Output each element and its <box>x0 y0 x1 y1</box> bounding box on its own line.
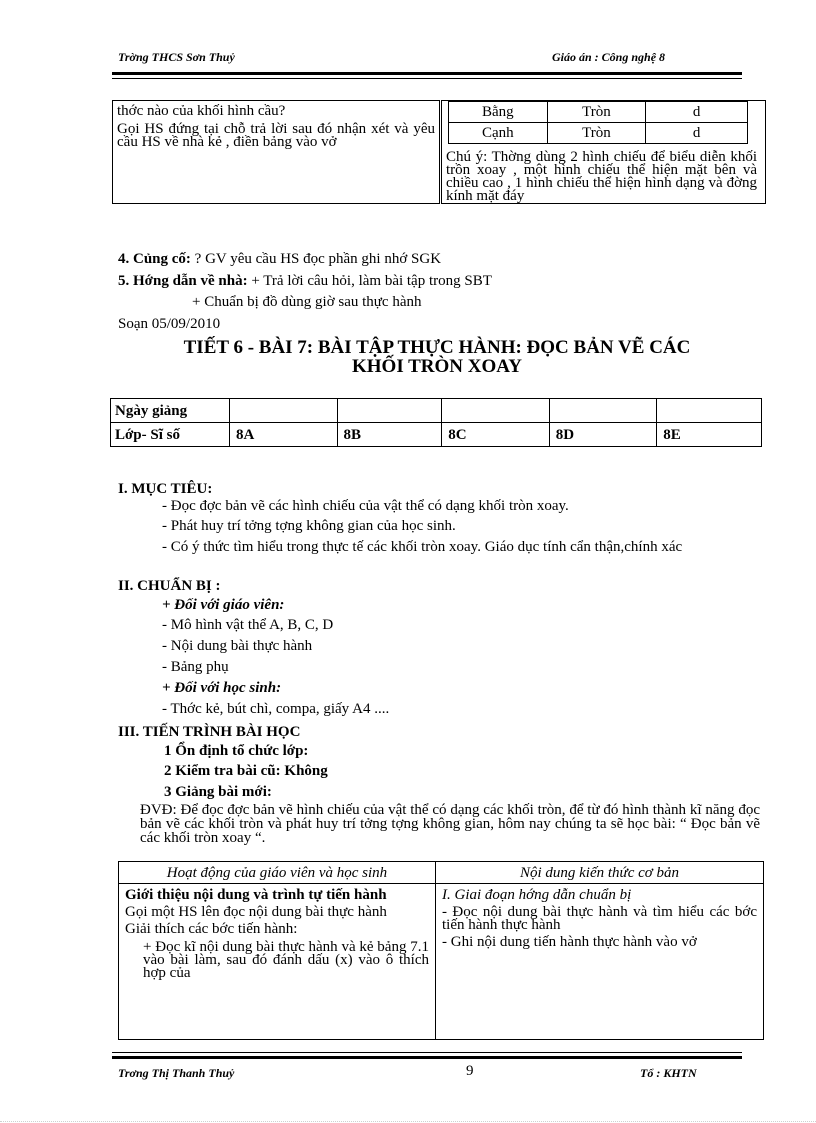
preparation-student-item: - Thớc kẻ, bút chì, compa, giấy A4 .... <box>162 701 390 717</box>
schedule-class-cell: 8B <box>337 423 442 447</box>
consolidation-label: 4. Củng cố: <box>118 251 191 267</box>
page-edge <box>0 1121 816 1122</box>
mini-table-cell: d <box>646 123 748 144</box>
top-left-cell <box>113 101 441 204</box>
homework-line1: + Trả lời câu hỏi, làm bài tập trong SBT <box>251 273 492 289</box>
homework-line <box>118 273 492 289</box>
procedure-step: 2 Kiểm tra bài cũ: Không <box>164 763 328 779</box>
procedure-step: 3 Giảng bài mới: <box>164 784 272 800</box>
mini-table-cell: Tròn <box>547 123 646 144</box>
schedule-date-label: Ngày giảng <box>111 399 230 423</box>
activity-table <box>118 861 764 1040</box>
schedule-date-cell <box>549 399 657 423</box>
preparation-teacher-label: + Đối với giáo viên: <box>162 597 285 613</box>
preparation-teacher-item: - Mô hình vật thể A, B, C, D <box>162 617 334 633</box>
schedule-date-cell <box>337 399 442 423</box>
footer-rule-thick <box>112 1056 742 1059</box>
mini-table <box>448 101 748 144</box>
objectives-heading: I. MỤC TIÊU: <box>118 481 213 497</box>
mini-table-cell: Tròn <box>547 102 646 123</box>
top-continuation-table <box>112 100 766 204</box>
schedule-class-cell: 8D <box>549 423 657 447</box>
activity-right-line: - Đọc nội dung bài thực hành và tìm hiểu các bớc tiến hành thực hành <box>442 904 757 933</box>
schedule-class-label: Lớp- Sĩ số <box>111 423 230 447</box>
activity-left-line: + Đọc kĩ nội dung bài thực hành và kẻ bảng 7.1 vào bài làm, sau đó đánh dấu (x) vào ô thích hợp của <box>143 939 429 981</box>
top-left-line: Gọi HS đứng tại chỗ trả lời sau đó nhận xét và yêu cầu HS về nhà kẻ , điền bảng vào vở <box>117 121 435 150</box>
footer-rule-thin <box>112 1052 742 1053</box>
activity-left-line: Gọi một HS lên đọc nội dung bài thực hành <box>125 904 387 920</box>
mini-table-cell: d <box>646 102 748 123</box>
activity-left-title: Giới thiệu nội dung và trình tự tiến hành <box>125 887 387 903</box>
objective-item: - Đọc đợc bản vẽ các hình chiếu của vật thể có dạng khối tròn xoay. <box>162 498 569 514</box>
top-right-cell <box>441 101 766 204</box>
homework-label: 5. Hớng dẫn về nhà: <box>118 273 248 289</box>
schedule-date-cell <box>442 399 550 423</box>
schedule-table <box>110 398 762 447</box>
mini-table-cell: Cạnh <box>449 123 548 144</box>
activity-col1-header: Hoạt động của giáo viên và học sinh <box>119 862 436 884</box>
lesson-title-line2: KHỐI TRÒN XOAY <box>352 356 522 377</box>
consolidation-line <box>118 251 441 267</box>
objective-item: - Phát huy trí tởng tợng không gian của học sinh. <box>162 518 456 534</box>
header-rule-thick <box>112 72 742 75</box>
schedule-date-cell <box>657 399 762 423</box>
homework-line2: + Chuẩn bị đồ dùng giờ sau thực hành <box>192 294 422 310</box>
header-rule-thin <box>112 78 742 79</box>
mini-table-row <box>449 123 748 144</box>
footer-department: Tổ : KHTN <box>640 1066 697 1080</box>
procedure-step: 1 Ổn định tổ chức lớp: <box>164 743 309 759</box>
mini-table-cell: Bằng <box>449 102 548 123</box>
preparation-teacher-item: - Nội dung bài thực hành <box>162 638 313 654</box>
mini-table-row <box>449 102 748 123</box>
schedule-class-cell: 8A <box>230 423 338 447</box>
procedure-intro: ĐVĐ: Để đọc đợc bản vẽ hình chiếu của vật thể có dạng các khối tròn, để từ đó hình thành kĩ năng đọc bản vẽ các khối tròn và phát huy trí tởng tợng không gian, hôm nay chúng ta sẽ học bài: “ Đọc bản vẽ các khối tròn xoay “. <box>140 802 760 846</box>
consolidation-text: ? GV yêu cầu HS đọc phần ghi nhớ SGK <box>194 251 442 267</box>
schedule-row-classes <box>111 423 762 447</box>
activity-left-line: Giải thích các bớc tiến hành: <box>125 921 298 937</box>
preparation-heading: II. CHUẨN BỊ : <box>118 578 221 594</box>
top-left-line: thớc nào của khối hình cầu? <box>117 103 286 119</box>
header-subject: Giáo án : Công nghệ 8 <box>552 50 666 64</box>
activity-body-row <box>119 884 764 1040</box>
top-note: Chú ý: Thờng dùng 2 hình chiếu để biểu diễn khối trồn xoay , một hình chiếu thể hiện mặt bên và chiều cao , 1 hình chiếu thể hiện hình dạng và đờng kính mặt đáy <box>446 149 757 204</box>
activity-left-cell <box>119 884 436 1040</box>
header-school: Trờng THCS Sơn Thuỷ <box>118 50 235 64</box>
activity-col2-header: Nội dung kiến thức cơ bản <box>436 862 764 884</box>
procedure-heading: III. TIẾN TRÌNH BÀI HỌC <box>118 724 301 740</box>
schedule-row-dates <box>111 399 762 423</box>
activity-right-cell <box>436 884 764 1040</box>
schedule-date-cell <box>230 399 338 423</box>
activity-right-title: I. Giai đoạn hớng dẫn chuẩn bị <box>442 887 632 903</box>
activity-header-row <box>119 862 764 884</box>
footer-author: Trơng Thị Thanh Thuỷ <box>118 1066 235 1080</box>
lesson-title-line1: TIẾT 6 - BÀI 7: BÀI TẬP THỰC HÀNH: ĐỌC BẢN VẼ CÁC <box>183 337 691 358</box>
schedule-class-cell: 8C <box>442 423 550 447</box>
activity-right-line: - Ghi nội dung tiến hành thực hành vào vở <box>442 934 697 950</box>
footer-page-number: 9 <box>466 1063 474 1079</box>
draft-date: Soạn 05/09/2010 <box>118 316 221 332</box>
schedule-class-cell: 8E <box>657 423 762 447</box>
preparation-teacher-item: - Bảng phụ <box>162 659 229 675</box>
objective-item: - Có ý thức tìm hiểu trong thực tế các khối tròn xoay. Giáo dục tính cẩn thận,chính xác <box>162 539 683 555</box>
preparation-student-label: + Đối với học sinh: <box>162 680 282 696</box>
